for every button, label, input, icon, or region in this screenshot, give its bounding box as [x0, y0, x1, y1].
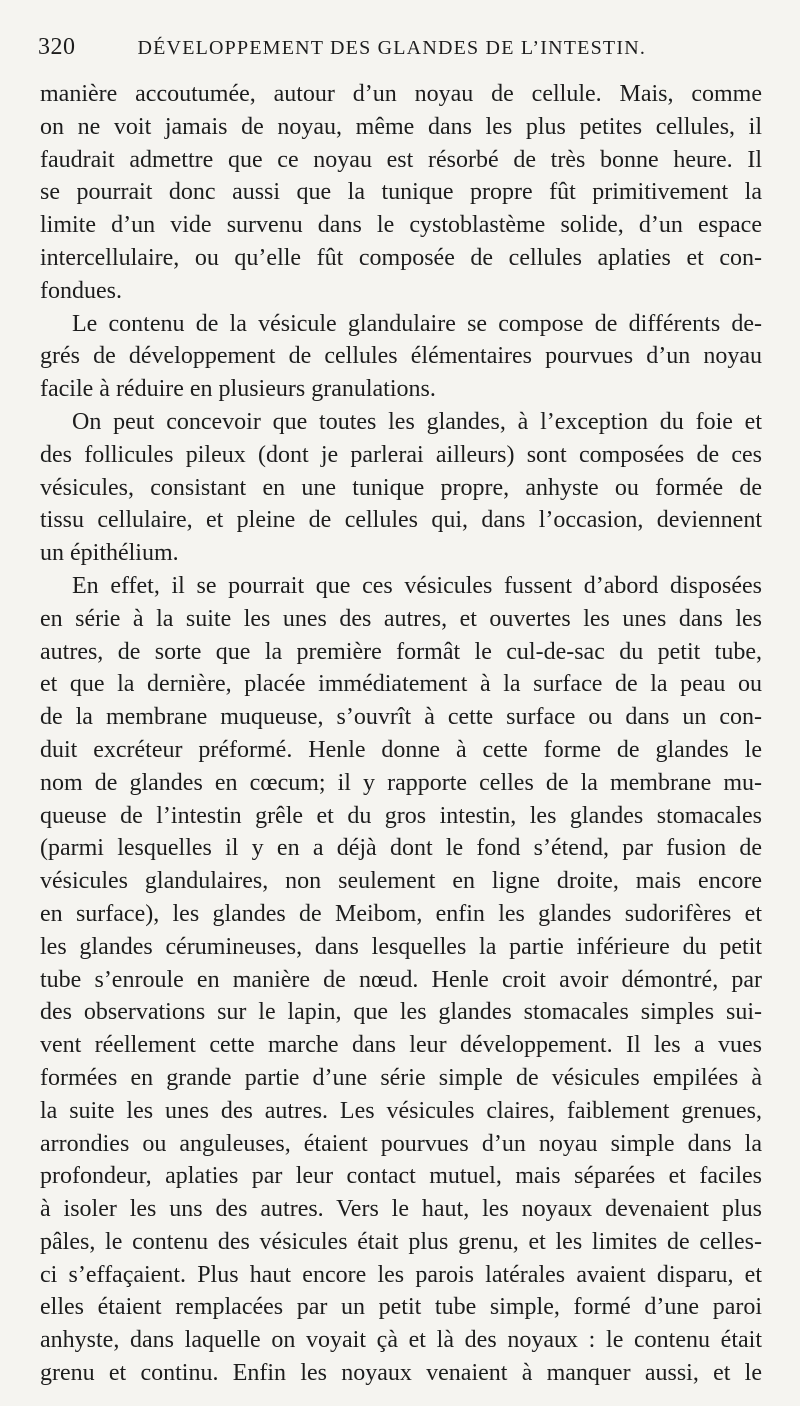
text-line: les glandes cérumineuses, dans lesquelles la partie inférieure du petit: [40, 933, 762, 960]
text-line: on ne voit jamais de noyau, même dans les plus petites cellules, il: [40, 113, 762, 140]
text-line: grés de développement de cellules élémentaires pourvues d’un noyau: [40, 343, 762, 370]
text-line: arrondies ou anguleuses, étaient pourvues d’un noyau simple dans la: [40, 1130, 762, 1157]
text-line: duit excréteur préformé. Henle donne à cette forme de glandes le: [40, 736, 762, 763]
text-line: tissu cellulaire, et pleine de cellules qui, dans l’occasion, deviennent: [40, 507, 762, 534]
text-line: (parmi lesquelles il y en a déjà dont le fond s’étend, par fusion de: [40, 835, 762, 862]
body-text: [40, 78, 762, 1390]
text-line: tube s’enroule en manière de nœud. Henle croit avoir démontré, par: [40, 966, 762, 993]
text-line: intercellulaire, ou qu’elle fût composée de cellules aplaties et con-: [40, 244, 762, 271]
text-line: et que la dernière, placée immédiatement à la surface de la peau ou: [40, 671, 762, 698]
text-line: anhyste, dans laquelle on voyait çà et là des noyaux : le contenu était: [40, 1327, 762, 1354]
text-line: nom de glandes en cœcum; il y rapporte celles de la membrane mu-: [40, 769, 762, 796]
text-line: se pourrait donc aussi que la tunique propre fût primitivement la: [40, 179, 762, 206]
text-line: ci s’effaçaient. Plus haut encore les parois latérales avaient disparu, et: [40, 1261, 762, 1288]
text-line: vésicules, consistant en une tunique propre, anhyste ou formée de: [40, 474, 762, 501]
text-line: queuse de l’intestin grêle et du gros intestin, les glandes stomacales: [40, 802, 762, 829]
text-line: faudrait admettre que ce noyau est résorbé de très bonne heure. Il: [40, 146, 762, 173]
page-number: 320: [38, 34, 76, 60]
text-line: profondeur, aplaties par leur contact mutuel, mais séparées et faciles: [40, 1163, 762, 1190]
text-line: autres, de sorte que la première formât le cul-de-sac du petit tube,: [40, 638, 762, 665]
text-line: des follicules pileux (dont je parlerai ailleurs) sont composées de ces: [40, 441, 762, 468]
text-line: facile à réduire en plusieurs granulations.: [40, 376, 436, 403]
text-line: la suite les unes des autres. Les vésicules claires, faiblement grenues,: [40, 1097, 762, 1124]
running-title: DÉVELOPPEMENT DES GLANDES DE L’INTESTIN.: [137, 37, 647, 59]
text-line: vent réellement cette marche dans leur développement. Il les a vues: [40, 1032, 762, 1059]
text-line: un épithélium.: [40, 540, 179, 567]
text-line: Le contenu de la vésicule glandulaire se compose de différents de-: [72, 310, 762, 337]
text-line: En effet, il se pourrait que ces vésicules fussent d’abord disposées: [72, 572, 762, 599]
text-line: pâles, le contenu des vésicules était plus grenu, et les limites de celles-: [40, 1228, 762, 1255]
text-line: en série à la suite les unes des autres, et ouvertes les unes dans les: [40, 605, 762, 632]
text-line: On peut concevoir que toutes les glandes, à l’exception du foie et: [72, 408, 762, 435]
text-line: manière accoutumée, autour d’un noyau de cellule. Mais, comme: [40, 81, 762, 107]
running-head: [38, 34, 756, 74]
text-line: limite d’un vide survenu dans le cystoblastème solide, d’un espace: [40, 212, 762, 239]
text-line: de la membrane muqueuse, s’ouvrît à cette surface ou dans un con-: [40, 704, 762, 731]
text-line: vésicules glandulaires, non seulement en ligne droite, mais encore: [40, 868, 762, 895]
text-line: grenu et continu. Enfin les noyaux venaient à manquer aussi, et le: [40, 1360, 762, 1387]
text-line: elles étaient remplacées par un petit tube simple, formé d’une paroi: [40, 1294, 762, 1321]
text-line: formées en grande partie d’une série simple de vésicules empilées à: [40, 1064, 762, 1091]
text-line: en surface), les glandes de Meibom, enfin les glandes sudorifères et: [40, 900, 762, 927]
text-line: fondues.: [40, 277, 122, 304]
text-line: des observations sur le lapin, que les glandes stomacales simples sui-: [40, 999, 762, 1026]
text-line: à isoler les uns des autres. Vers le haut, les noyaux devenaient plus: [40, 1196, 762, 1223]
